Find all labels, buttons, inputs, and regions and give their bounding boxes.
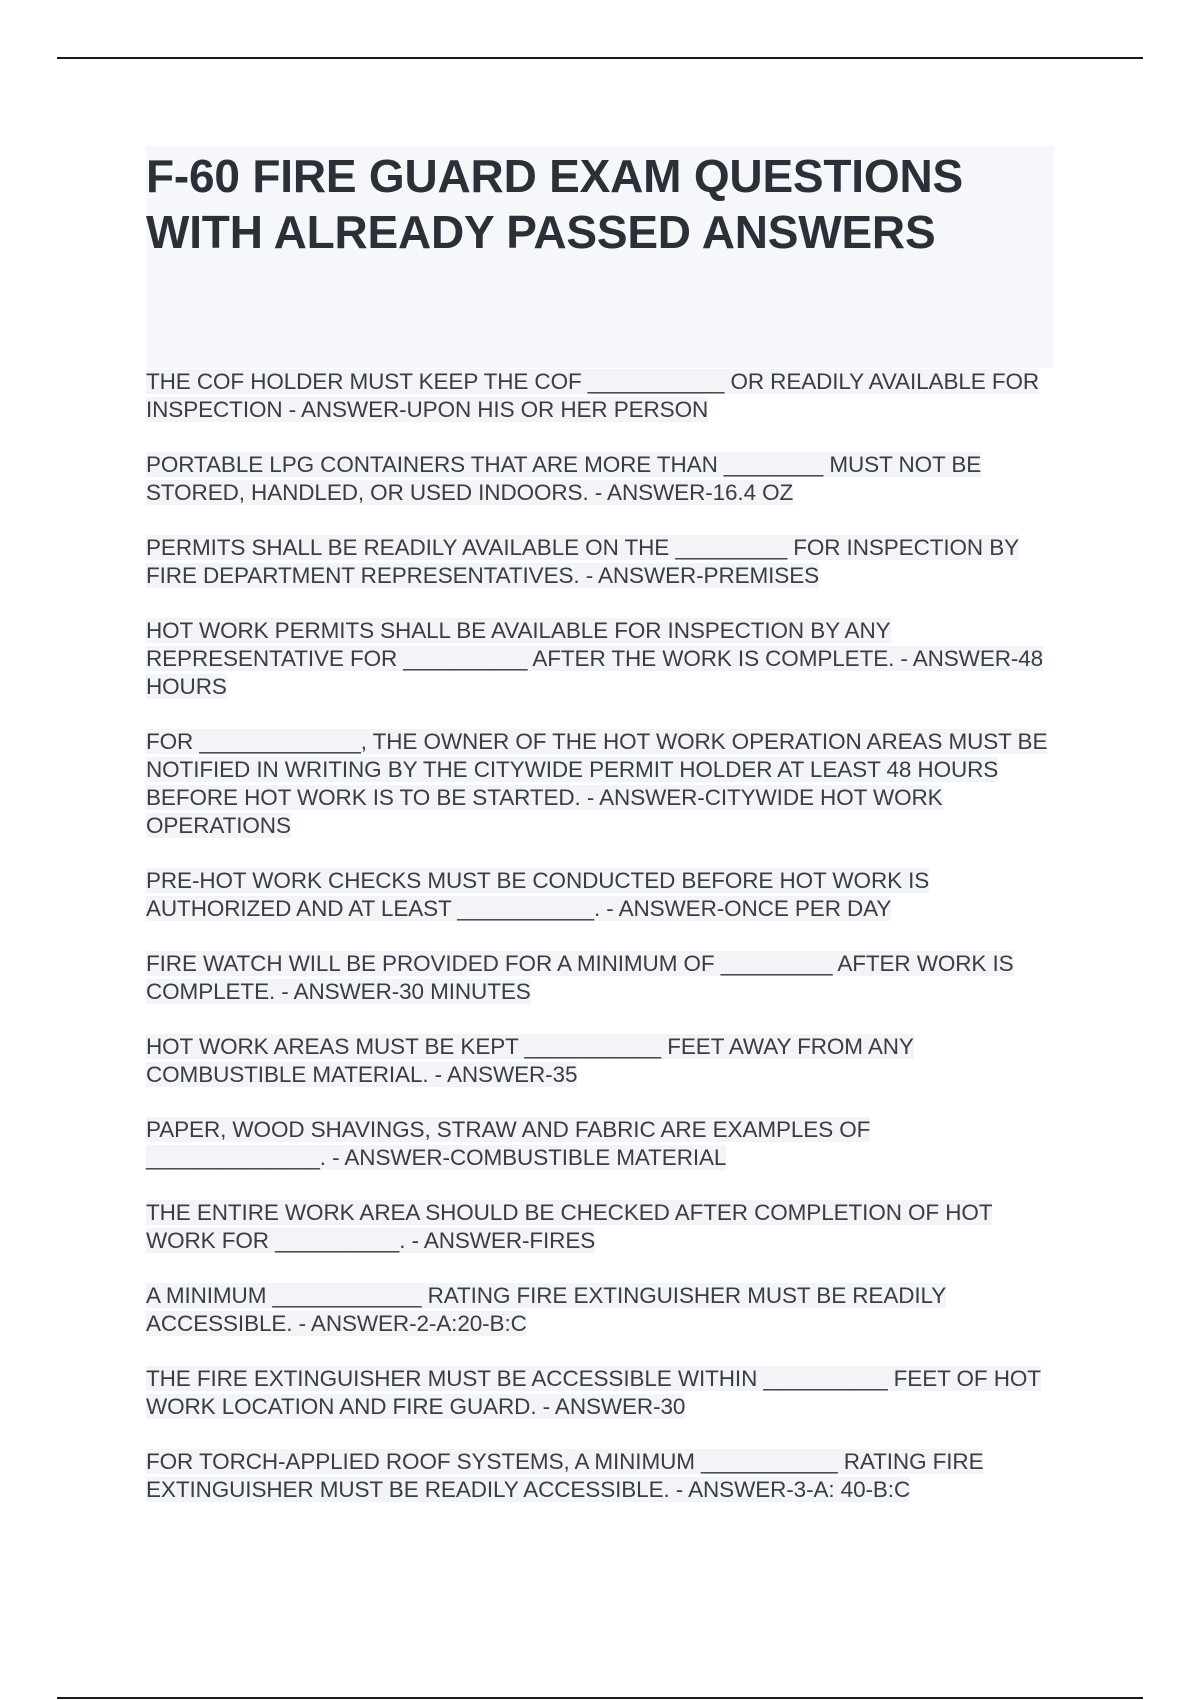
qa-item-6 — [146, 867, 1056, 923]
qa-item-7 — [146, 950, 1056, 1006]
question-answer-list — [146, 368, 1056, 1531]
qa-text: FOR TORCH-APPLIED ROOF SYSTEMS, A MINIMUM ___________ RATING FIRE EXTINGUISHER MUST BE READILY ACCESSIBLE. - ANSWER-3-A: 40-B:C — [146, 1449, 984, 1502]
qa-text: HOT WORK PERMITS SHALL BE AVAILABLE FOR INSPECTION BY ANY REPRESENTATIVE FOR __________ AFTER THE WORK IS COMPLETE. - ANSWER-48 HOURS — [146, 618, 1044, 699]
top-rule — [57, 57, 1143, 59]
qa-item-5 — [146, 728, 1056, 840]
title-block — [146, 146, 1054, 368]
qa-item-3 — [146, 534, 1056, 590]
qa-item-12 — [146, 1365, 1056, 1421]
qa-item-8 — [146, 1033, 1056, 1089]
qa-item-2 — [146, 451, 1056, 507]
qa-item-9 — [146, 1116, 1056, 1172]
qa-text: FIRE WATCH WILL BE PROVIDED FOR A MINIMUM OF _________ AFTER WORK IS COMPLETE. - ANSWER-30 MINUTES — [146, 951, 1014, 1004]
qa-item-1 — [146, 368, 1056, 424]
qa-item-10 — [146, 1199, 1056, 1255]
qa-text: FOR _____________, THE OWNER OF THE HOT WORK OPERATION AREAS MUST BE NOTIFIED IN WRITING BY THE CITYWIDE PERMIT HOLDER AT LEAST 48 HOURS BEFORE HOT WORK IS TO BE STARTED. - ANSWER-CITYWIDE HOT WORK OPERATIONS — [146, 729, 1048, 838]
qa-text: THE ENTIRE WORK AREA SHOULD BE CHECKED AFTER COMPLETION OF HOT WORK FOR __________. - ANSWER-FIRES — [146, 1200, 993, 1253]
document-title: F-60 FIRE GUARD EXAM QUESTIONS WITH ALREADY PASSED ANSWERS — [146, 150, 963, 258]
qa-text: A MINIMUM ____________ RATING FIRE EXTINGUISHER MUST BE READILY ACCESSIBLE. - ANSWER-2-A:20-B:C — [146, 1283, 947, 1336]
qa-item-4 — [146, 617, 1056, 701]
qa-item-11 — [146, 1282, 1056, 1338]
qa-item-13 — [146, 1448, 1056, 1504]
qa-text: PRE-HOT WORK CHECKS MUST BE CONDUCTED BEFORE HOT WORK IS AUTHORIZED AND AT LEAST ___________. - ANSWER-ONCE PER DAY — [146, 868, 930, 921]
qa-text: THE FIRE EXTINGUISHER MUST BE ACCESSIBLE WITHIN __________ FEET OF HOT WORK LOCATION AND FIRE GUARD. - ANSWER-30 — [146, 1366, 1041, 1419]
qa-text: PERMITS SHALL BE READILY AVAILABLE ON THE _________ FOR INSPECTION BY FIRE DEPARTMENT REPRESENTATIVES. - ANSWER-PREMISES — [146, 535, 1020, 588]
qa-text: PORTABLE LPG CONTAINERS THAT ARE MORE THAN ________ MUST NOT BE STORED, HANDLED, OR USED INDOORS. - ANSWER-16.4 OZ — [146, 452, 982, 505]
qa-text: HOT WORK AREAS MUST BE KEPT ___________ FEET AWAY FROM ANY COMBUSTIBLE MATERIAL. - ANSWER-35 — [146, 1034, 914, 1087]
qa-text: THE COF HOLDER MUST KEEP THE COF ___________ OR READILY AVAILABLE FOR INSPECTION - ANSWER-UPON HIS OR HER PERSON — [146, 369, 1040, 422]
bottom-rule — [57, 1697, 1143, 1699]
qa-text: PAPER, WOOD SHAVINGS, STRAW AND FABRIC ARE EXAMPLES OF ______________. - ANSWER-COMBUSTIBLE MATERIAL — [146, 1117, 871, 1170]
